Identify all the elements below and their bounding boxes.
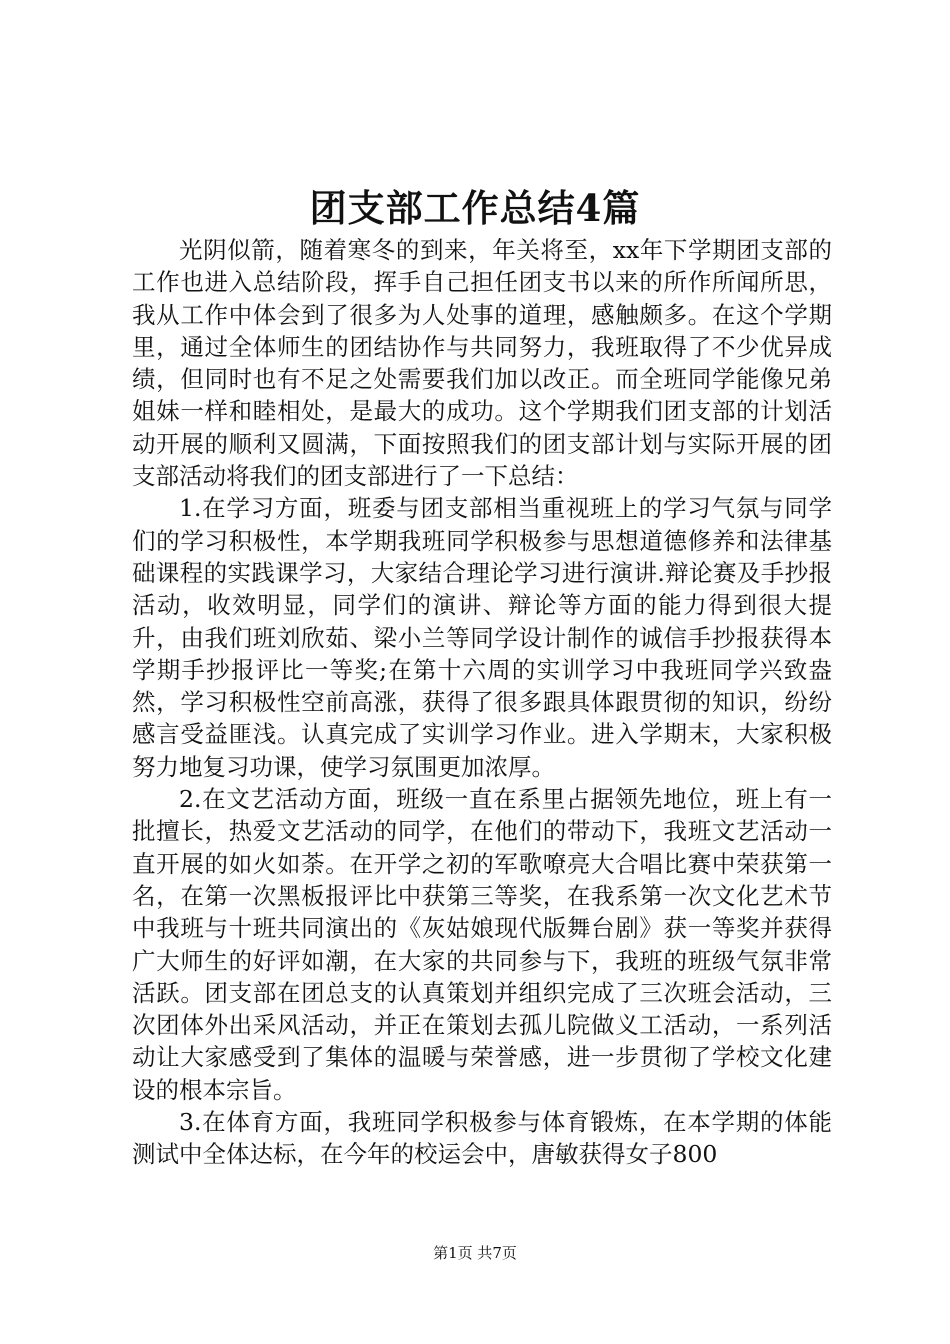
study-paragraph: 1.在学习方面，班委与团支部相当重视班上的学习气氛与同学们的学习积极性，本学期我班同学积极参与思想道德修养和法律基础课程的实践课学习，大家结合理论学习进行演讲.辩论赛及手抄报活动，收效明显，同学们的演讲、辩论等方面的能力得到很大提升，由我们班刘欣茹、梁小兰等同学设计制作的诚信手抄报获得本学期手抄报评比一等奖;在第十六周的实训学习中我班同学兴致盎然，学习积极性空前高涨，获得了很多跟具体跟贯彻的知识，纷纷感言受益匪浅。认真完成了实训学习作业。进入学期末，大家积极努力地复习功课，使学习氛围更加浓厚。 bbox=[132, 494, 832, 781]
document-title: 团支部工作总结4篇 bbox=[309, 186, 641, 230]
intro-paragraph: 光阴似箭，随着寒冬的到来，年关将至，xx年下学期团支部的工作也进入总结阶段，挥手自己担任团支书以来的所作所闻所思，我从工作中体会到了很多为人处事的道理，感触颇多。在这个学期里，通过全体师生的团结协作与共同努力，我班取得了不少优异成绩，但同时也有不足之处需要我们加以改正。而全班同学能像兄弟姐妹一样和睦相处，是最大的成功。这个学期我们团支部的计划活动开展的顺利又圆满，下面按照我们的团支部计划与实际开展的团支部活动将我们的团支部进行了一下总结： bbox=[132, 236, 832, 491]
page-number-footer: 第1页 共7页 bbox=[433, 1244, 517, 1262]
sports-paragraph: 3.在体育方面，我班同学积极参与体育锻炼，在本学期的体能测试中全体达标，在今年的校运会中，唐敏获得女子800 bbox=[132, 1108, 832, 1169]
arts-paragraph: 2.在文艺活动方面，班级一直在系里占据领先地位，班上有一批擅长，热爱文艺活动的同学，在他们的带动下，我班文艺活动一直开展的如火如荼。在开学之初的军歌嘹亮大合唱比赛中荣获第一名，在第一次黑板报评比中获第三等奖，在我系第一次文化艺术节中我班与十班共同演出的《灰姑娘现代版舞台剧》获一等奖并获得广大师生的好评如潮，在大家的共同参与下，我班的班级气氛非常活跃。团支部在团总支的认真策划并组织完成了三次班会活动，三次团体外出采风活动，并正在策划去孤儿院做义工活动，一系列活动让大家感受到了集体的温暖与荣誉感，进一步贯彻了学校文化建设的根本宗旨。 bbox=[132, 785, 832, 1104]
document-body bbox=[132, 234, 832, 1171]
